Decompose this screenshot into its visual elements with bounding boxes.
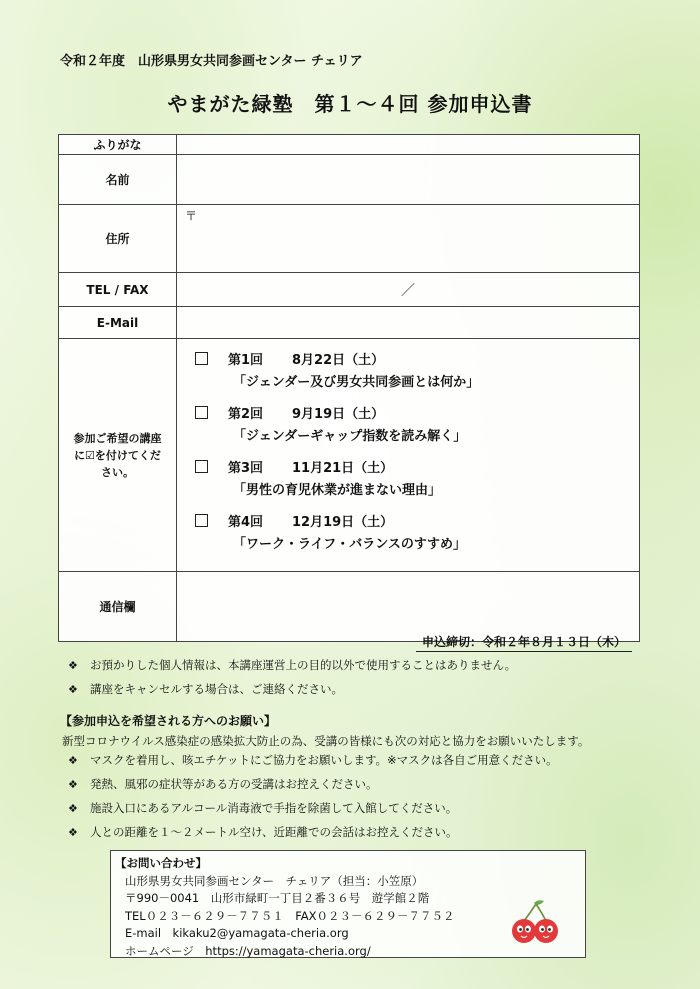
- contact-email[interactable]: E-mail kikaku2@yamagata-cheria.org: [125, 926, 349, 940]
- request-item: ❖ マスクを着用し、咳エチケットにご協力をお願いします。※マスクは各自ご用意ください。: [68, 753, 558, 767]
- request-item: ❖ 発熱、風邪の症状等がある方の受講はお控えください。: [68, 777, 378, 791]
- address-field[interactable]: [177, 205, 640, 273]
- contact-web[interactable]: ホームページ https://yamagata-cheria.org/: [125, 943, 371, 958]
- course-2-topic: 「ジェンダーギャップ指数を読み解く」: [233, 429, 467, 444]
- contact-address: 〒990－0041 山形市緑町一丁目２番３６号 遊学館２階: [125, 891, 430, 905]
- course-4-number: 第4回: [228, 515, 264, 530]
- contact-telfax: TEL０２３－６２９－７７５１ FAX０２３－６２９－７７５２: [125, 908, 455, 923]
- request-list: [68, 752, 558, 848]
- diamond-bullet-icon: ❖: [68, 659, 78, 672]
- course-2-date: 9月19日（土）: [292, 407, 385, 422]
- course-4-date: 12月19日（土）: [292, 515, 394, 530]
- course-4: [195, 511, 639, 552]
- note-item: ❖ お預かりした個人情報は、本講座運営上の目的以外で使用することはありません。: [68, 658, 517, 672]
- courses-label-cell: [59, 339, 177, 572]
- row-furigana: [59, 135, 640, 155]
- note-item: ❖ 講座をキャンセルする場合は、ご連絡ください。: [68, 682, 343, 696]
- course-2-number: 第2回: [228, 407, 264, 422]
- address-label: 住所: [59, 205, 177, 273]
- row-telfax: [59, 273, 640, 307]
- row-name: [59, 155, 640, 205]
- comments-field[interactable]: [177, 572, 640, 642]
- comments-label: 通信欄: [59, 572, 177, 642]
- request-item: ❖ 人との距離を１～２メートル空け、近距離での会話はお控えください。: [68, 825, 458, 839]
- course-1-topic: 「ジェンダー及び男女共同参画とは何か」: [233, 375, 480, 390]
- course-3-number: 第3回: [228, 461, 264, 476]
- course-3-topic: 「男性の育児休業が進まない理由」: [233, 483, 442, 498]
- telfax-field[interactable]: [177, 273, 640, 307]
- notes-list: [68, 657, 516, 705]
- page-title: やまがた緑塾 第１～４回 参加申込書: [167, 92, 533, 116]
- zip-mark: 〒: [185, 209, 198, 223]
- course-1-date: 8月22日（土）: [292, 353, 385, 368]
- request-heading: 【参加申込を希望される方へのお願い】: [60, 714, 277, 728]
- email-label: E-Mail: [59, 307, 177, 339]
- diamond-bullet-icon: ❖: [68, 802, 78, 815]
- course-4-topic: 「ワーク・ライフ・バランスのすすめ」: [233, 537, 466, 552]
- course-3-date: 11月21日（土）: [292, 461, 394, 476]
- telfax-separator: ／: [401, 282, 415, 299]
- course-1-checkbox[interactable]: [195, 352, 208, 365]
- request-intro: 新型コロナウイルス感染症の感染拡大防止の為、受講の皆様にも次の対応と協力をお願いいたします。: [62, 734, 590, 748]
- request-item: ❖ 施設入口にあるアルコール消毒液で手指を除菌して入館してください。: [68, 801, 458, 815]
- course-1: [195, 349, 639, 390]
- course-1-number: 第1回: [228, 353, 264, 368]
- application-form-table: [58, 134, 640, 642]
- diamond-bullet-icon: ❖: [68, 683, 78, 696]
- course-2-checkbox[interactable]: [195, 406, 208, 419]
- row-email: [59, 307, 640, 339]
- diamond-bullet-icon: ❖: [68, 754, 78, 767]
- course-3-checkbox[interactable]: [195, 460, 208, 473]
- furigana-field[interactable]: [177, 135, 640, 155]
- row-courses: [59, 339, 640, 572]
- row-comments: [59, 572, 640, 642]
- courses-cell: [177, 339, 640, 572]
- telfax-label: TEL / FAX: [59, 273, 177, 307]
- contact-heading: 【お問い合わせ】: [115, 856, 207, 870]
- furigana-label: ふりがな: [59, 135, 177, 155]
- header-subtitle: 令和２年度 山形県男女共同参画センター チェリア: [60, 54, 363, 69]
- contact-org: 山形県男女共同参画センター チェリア（担当：小笠原）: [125, 873, 424, 888]
- course-2: [195, 403, 639, 444]
- name-label: 名前: [59, 155, 177, 205]
- diamond-bullet-icon: ❖: [68, 826, 78, 839]
- row-address: [59, 205, 640, 273]
- courses-label: 参加ご希望の講座に☑を付けてください。: [73, 431, 162, 479]
- course-4-checkbox[interactable]: [195, 514, 208, 527]
- diamond-bullet-icon: ❖: [68, 778, 78, 791]
- course-3: [195, 457, 639, 498]
- email-field[interactable]: [177, 307, 640, 339]
- cherry-mascot-icon: [508, 897, 564, 949]
- deadline: 申込締切：令和２年８月１３日（木）: [416, 633, 632, 652]
- name-field[interactable]: [177, 155, 640, 205]
